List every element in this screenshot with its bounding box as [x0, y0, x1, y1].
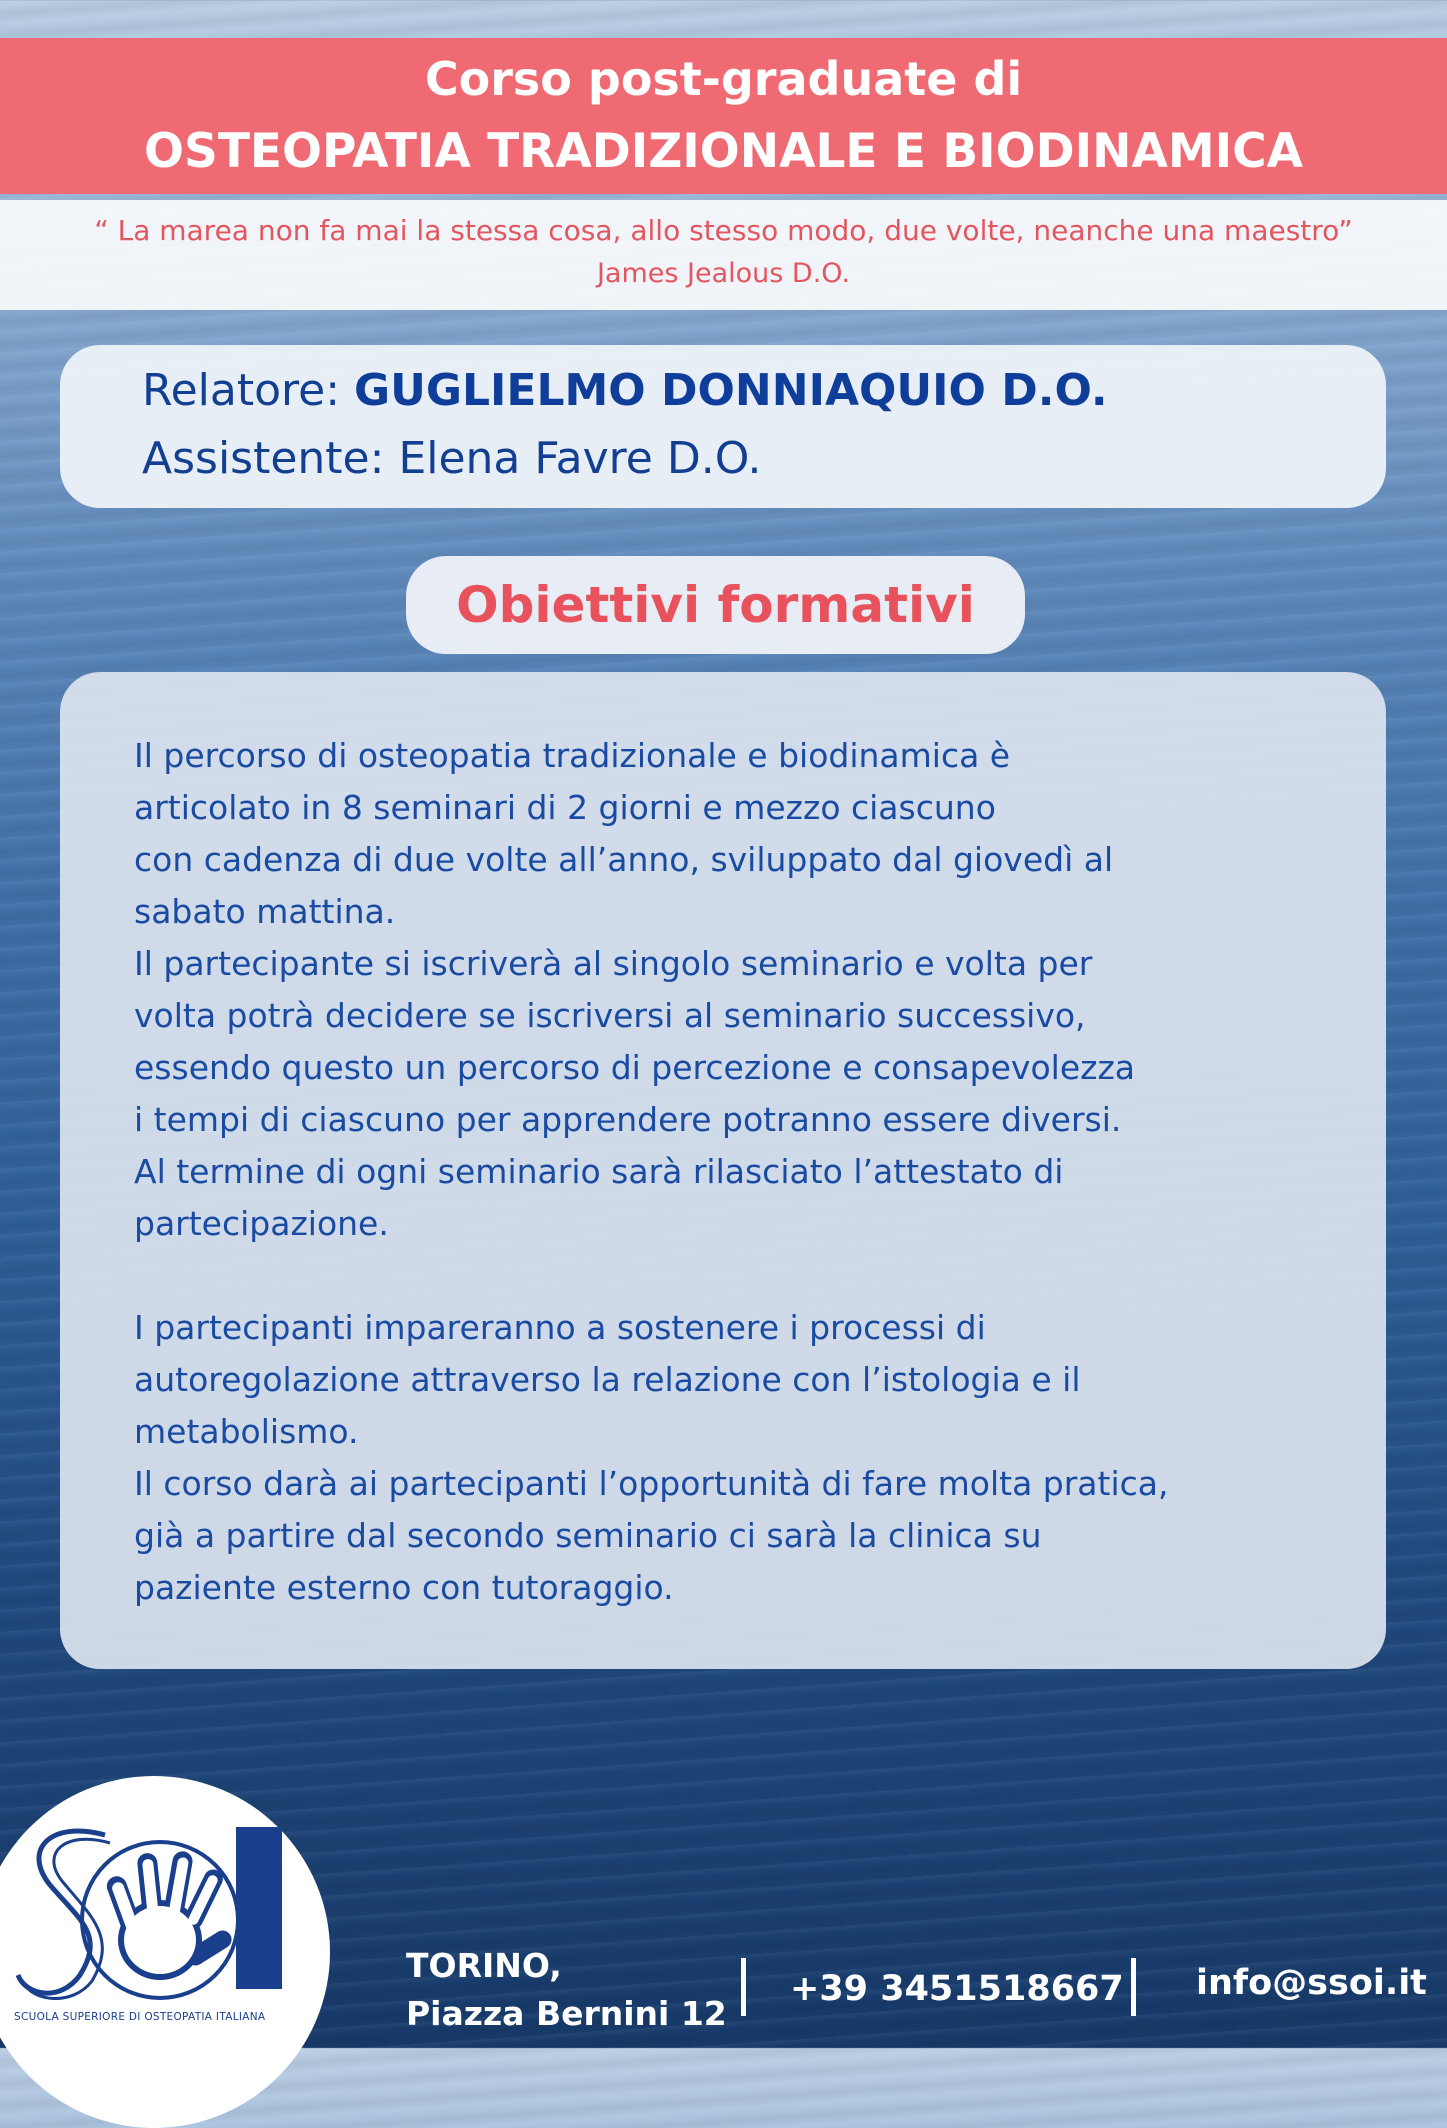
objectives-title: Obiettivi formativi — [406, 556, 1025, 654]
quote-band — [0, 200, 1447, 310]
assistente-line: Assistente: Elena Favre D.O. — [142, 433, 762, 484]
course-subtitle: Corso post-graduate di — [424, 52, 1023, 106]
footer-divider — [741, 1958, 746, 2016]
hand-icon — [104, 1850, 235, 1980]
speakers-card — [60, 345, 1386, 508]
footer-email[interactable]: info@ssoi.it — [1196, 1963, 1427, 2003]
footer-address: Piazza Bernini 12 — [406, 1994, 727, 2033]
relatore-label: Relatore: — [142, 365, 355, 416]
relatore-line — [142, 365, 1108, 416]
logo-caption: SCUOLA SUPERIORE DI OSTEOPATIA ITALIANA — [14, 2011, 266, 2023]
ssoi-logo — [10, 1815, 300, 2005]
relatore-name: GUGLIELMO DONNIAQUIO D.O. — [354, 365, 1108, 416]
footer-divider — [1131, 1958, 1136, 2016]
course-title: OSTEOPATIA TRADIZIONALE E BIODINAMICA — [144, 124, 1303, 179]
objectives-paragraph-1: Il percorso di osteopatia tradizionale e biodinamica è articolato in 8 seminari di 2 giorni e mezzo ciascuno con cadenza di due volte all’anno, sviluppato dal giovedì al sabato mattina. Il partecipante si iscriverà al singolo seminario e volta per volta potrà decidere se iscriversi al seminario successivo, essendo questo un percorso di percezione e consapevolezza i tempi di ciascuno per apprendere potranno essere diversi. Al termine di ogni seminario sarà rilasciato l’attestato di partecipazione. — [134, 736, 1135, 1243]
objectives-paragraph-2: I partecipanti impareranno a sostenere i processi di autoregolazione attraverso la relazione con l’istologia e il metabolismo. Il corso darà ai partecipanti l’opportunità di fare molta pratica, già a partire dal secondo seminario ci sarà la clinica su paziente esterno con tutoraggio. — [134, 1308, 1169, 1607]
objectives-body — [134, 730, 1354, 1614]
header-banner — [0, 38, 1447, 194]
objectives-card — [60, 672, 1386, 1669]
footer-phone[interactable]: +39 3451518667 — [790, 1969, 1124, 2009]
footer-city: TORINO, — [406, 1946, 562, 1985]
quote-author: James Jealous D.O. — [596, 258, 851, 289]
quote-text: “ La marea non fa mai la stessa cosa, allo stesso modo, due volte, neanche una maestro” — [94, 214, 1353, 247]
